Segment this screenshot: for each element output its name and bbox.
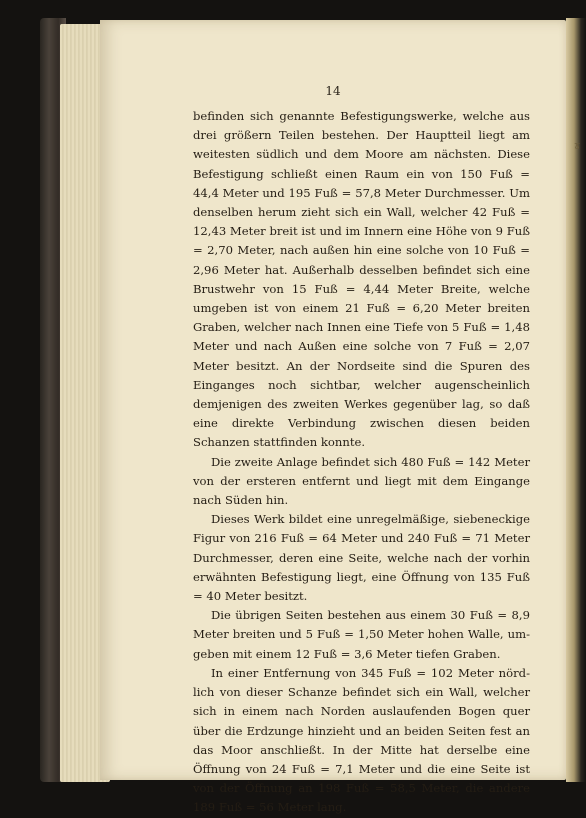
margin-mark: ɤ xyxy=(574,139,581,152)
page-number: 14 xyxy=(325,84,341,98)
paragraph-4: Die übrigen Seiten bestehen aus einem 30 Fuß = 8,9 Meter breiten und 5 Fuß = 1,50 Meter hohen Walle, umgeben mit einem 12 Fuß = 3,6 Meter tiefen Graben. xyxy=(193,608,530,661)
facing-page-edge xyxy=(566,18,586,782)
paragraph-5: In einer Entfernung von 345 Fuß = 102 Meter nördlich von dieser Schanze befindet sich ein Wall, welcher sich in einem nach Norden auslaufenden Bogen quer über die Erdzunge hinzieht und an beiden Seiten fest an das Moor anschließt. In der Mitte hat derselbe eine Öffnung von 24 Fuß = 7,1 Meter und die eine Seite ist von der Öffnung an 198 Fuß = 58,5 Meter, die andere 189 Fuß = 56 Meter lang. xyxy=(193,665,530,815)
paragraph-1: befinden sich genannte Befestigungswerke, welche aus drei größern Teilen bestehen. Der Hauptteil liegt am weitesten südlich und dem Moore am nächsten. Diese Befestigung schließt einen Raum ein von 150 Fuß = 44,4 Meter und 195 Fuß = 57,8 Meter Durchmesser. Um denselben herum zieht sich ein Wall, welcher 42 Fuß = 12,43 Meter breit ist und im Innern eine Höhe von 9 Fuß = 2,70 Meter, nach außen hin eine solche von 10 Fuß = 2,96 Meter hat. Außerhalb desselben befindet sich eine Brustwehr von 15 Fuß = 4,44 Meter Breite, welche umgeben ist von einem 21 Fuß = 6,20 Meter breiten Graben, welcher nach Innen eine Tiefe von 5 Fuß = 1,48 Meter und nach Außen eine solche von 7 Fuß = 2,07 Meter besitzt. An der Nordseite sind die Spuren des Einganges noch sichtbar, welcher augenscheinlich demjenigen des zweiten Werkes gegenüber lag, so daß eine direkte Verbindung zwischen diesen beiden Schanzen stattfinden konnte. xyxy=(193,109,530,450)
paragraph-2: Die zweite Anlage befindet sich 480 Fuß = 142 Meter von der ersteren entfernt und liegt mit dem Eingange nach Süden hin. xyxy=(193,454,530,508)
paragraph-3: Dieses Werk bildet eine unregelmäßige, siebeneckige Figur von 216 Fuß = 64 Meter und 240 Fuß = 71 Meter Durchmesser, deren eine Seite, welche nach der vorhin erwähnten Befestigung liegt, eine Öffnung von 135 Fuß = 40 Meter besitzt. xyxy=(193,512,530,604)
book-page xyxy=(100,20,566,815)
body-text xyxy=(193,107,530,818)
